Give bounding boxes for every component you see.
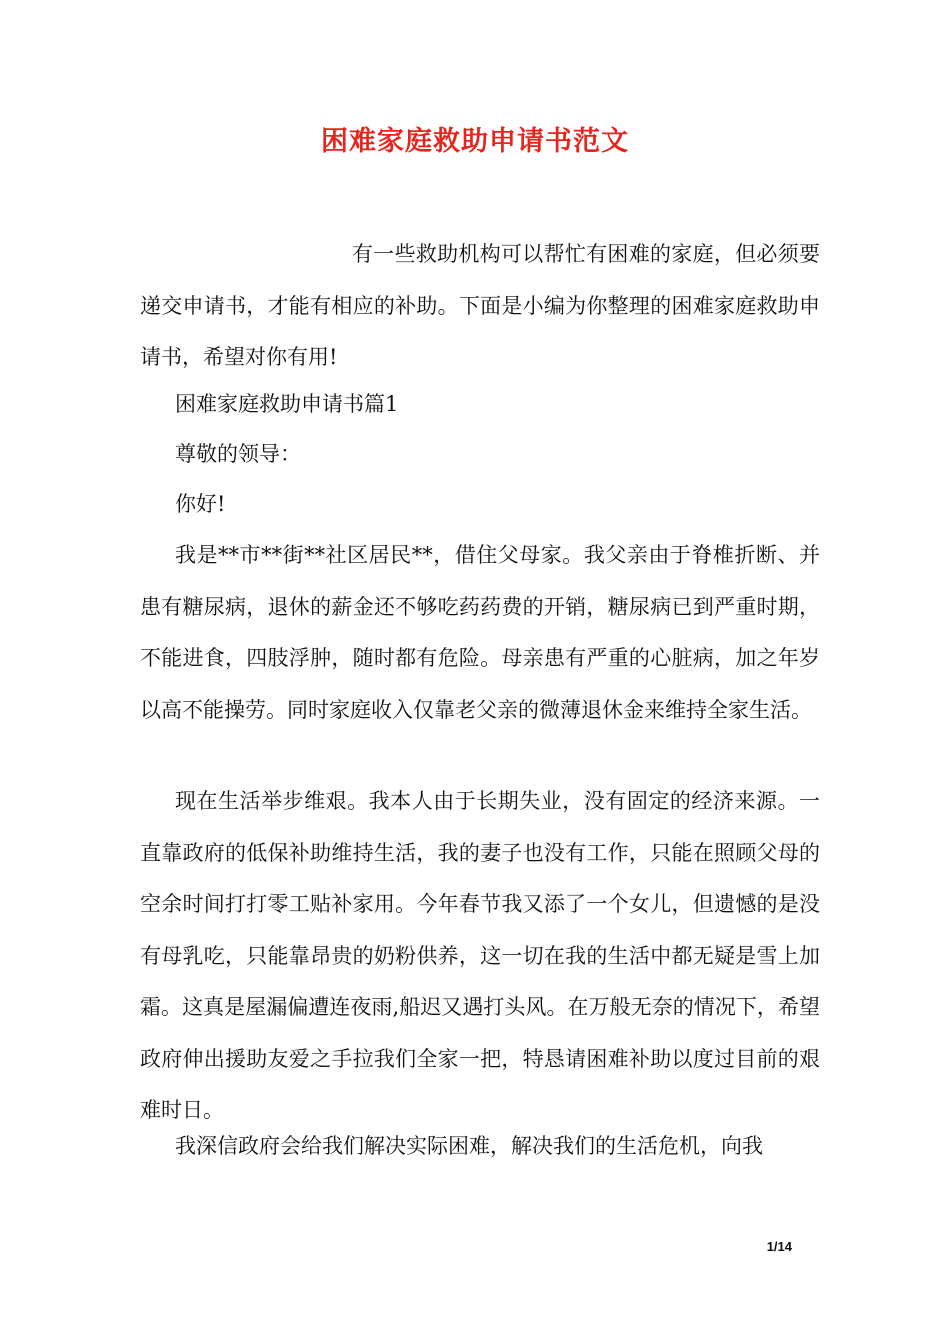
section-heading: 困难家庭救助申请书篇1	[175, 392, 399, 416]
body-paragraph-2: 现在生活举步维艰。我本人由于长期失业，没有固定的经济来源。一直靠政府的低保补助维持生活，我的妻子也没有工作，只能在照顾父母的空余时间打打零工贴补家用。今年春节我又添了一个女儿，但遗憾的是没有母乳吃，只能靠昂贵的奶粉供养，这一切在我的生活中都无疑是雪上加霜。这真是屋漏偏遭连夜雨,船迟又遇打头风。在万般无奈的情况下，希望政府伸出援助友爱之手拉我们全家一把，特恳请困难补助以度过目前的艰难时日。	[140, 789, 820, 1122]
page-number: 1/14	[766, 1239, 792, 1254]
intro-paragraph: 有一些救助机构可以帮忙有困难的家庭，但必须要递交申请书，才能有相应的补助。下面是小编为你整理的困难家庭救助申请书，希望对你有用!	[140, 242, 820, 369]
document-title: 困难家庭救助申请书范文	[321, 126, 629, 158]
body-paragraph-1: 我是**市**街**社区居民**，借住父母家。我父亲由于脊椎折断、并患有糖尿病，退休的薪金还不够吃药药费的开销，糖尿病已到严重时期，不能进食，四肢浮肿，随时都有危险。母亲患有严重的心脏病，加之年岁以高不能操劳。同时家庭收入仅靠老父亲的微薄退休金来维持全家生活。	[140, 543, 820, 722]
greeting: 你好!	[175, 492, 226, 516]
salutation: 尊敬的领导：	[175, 442, 301, 466]
body-paragraph-3: 我深信政府会给我们解决实际困难，解决我们的生活危机，向我	[175, 1134, 763, 1158]
